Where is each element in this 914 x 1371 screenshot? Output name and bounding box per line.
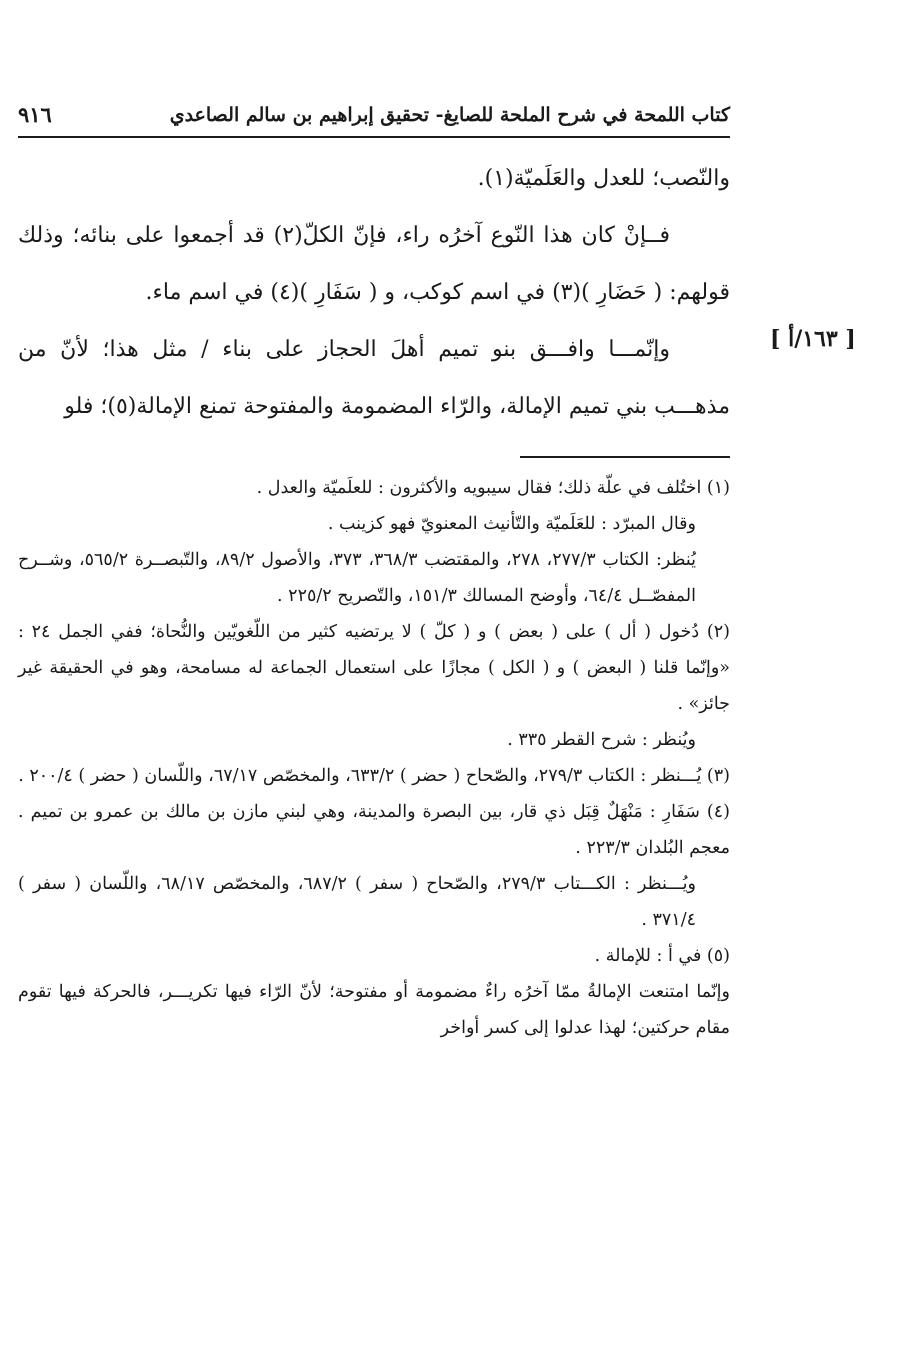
body-paragraph: وإنّمـــا وافـــق بنو تميم أهلَ الحجاز على بناء / مثل هذا؛ لأنّ من مذهـــب بني تميم الإمالة، والرّاء المضمومة والمفتوحة تمنع الإمالة(٥)؛ فلو bbox=[18, 337, 730, 419]
footnote-2: (٢) دُخول ( أل ) على ( بعض ) و ( كلّ ) لا يرتضيه كثير من اللّغويّين والنُّحاة؛ ففي الجمل ٢٤ : «وإنّما قلنا ( البعض ) و ( الكل ) مجازًا على استعمال الجماعة له مسامحة، وهو في الحقيقة غير جائز» . bbox=[18, 622, 730, 714]
footnote-3: (٣) يُـــنظر : الكتاب ٢٧٩/٣، والصّحاح ( حضر ) ٦٣٣/٢، والمخصّص ٦٧/١٧، واللّسان ( حضر ) ٢٠٠/٤ . bbox=[18, 766, 730, 786]
footnotes bbox=[18, 470, 730, 1046]
footnote-4-continuation: ويُـــنظر : الكـــتاب ٢٧٩/٣، والصّحاح ( سفر ) ٦٨٧/٢، والمخصّص ٦٨/١٧، واللّسان ( سفر ) ٣٧١/٤ . bbox=[18, 874, 696, 930]
footnote-1: (١) اختُلف في علّة ذلك؛ فقال سيبويه والأكثرون : للعلَميّة والعدل . bbox=[256, 478, 730, 498]
footnote-5-continuation: وإنّما امتنعت الإمالةُ ممّا آخرُه راءٌ مضمومة أو مفتوحة؛ لأنّ الرّاء فيها تكريـــر، فالحركة فيها تقوم مقام حركتين؛ لهذا عدلوا إلى كسر أواخر bbox=[18, 982, 730, 1038]
manuscript-folio-marker: [ ١٦٣/أ ] bbox=[770, 326, 856, 352]
footnote-2-continuation: ويُنظر : شرح القطر ٣٣٥ . bbox=[507, 730, 696, 750]
footnote-1-references: يُنظر: الكتاب ٢٧٧/٣، ٢٧٨، والمقتضب ٣٦٨/٣، ٣٧٣، والأصول ٨٩/٢، والتّبصــرة ٥٦٥/٢، وشــرح المفصّــل ٦٤/٤، وأوضح المسالك ١٥١/٣، والتّصريح ٢٢٥/٢ . bbox=[18, 550, 697, 606]
footnote-4: (٤) سَفَارِ : مَنْهَلٌ قِبَل ذي قار، بين البصرة والمدينة، وهي لبني مازن بن مالك بن عمرو بن تميم . معجم البُلدان ٢٢٣/٣ . bbox=[18, 802, 730, 858]
footnote-separator bbox=[520, 456, 730, 458]
footnote-1-continuation: وقال المبرّد : للعَلَميّة والتّأنيث المعنويّ فهو كزينب . bbox=[327, 514, 696, 534]
main-text bbox=[18, 150, 730, 435]
body-paragraph: فــإنْ كان هذا النّوع آخرُه راء، فإنّ الكلّ(٢) قد أجمعوا على بنائه؛ وذلك قولهم: ( حَضَارِ )(٣) في اسم كوكب، و ( سَفَارِ )(٤) في اسم ماء. bbox=[18, 223, 730, 305]
running-title: كتاب اللمحة في شرح الملحة للصايغ- تحقيق إبراهيم بن سالم الصاعدي bbox=[169, 104, 730, 126]
page-header bbox=[18, 100, 730, 138]
page-number: ٩١٦ bbox=[18, 102, 52, 127]
footnote-5: (٥) في أ : للإمالة . bbox=[594, 946, 730, 966]
body-paragraph: والنّصب؛ للعدل والعَلَميّة(١). bbox=[477, 166, 730, 191]
